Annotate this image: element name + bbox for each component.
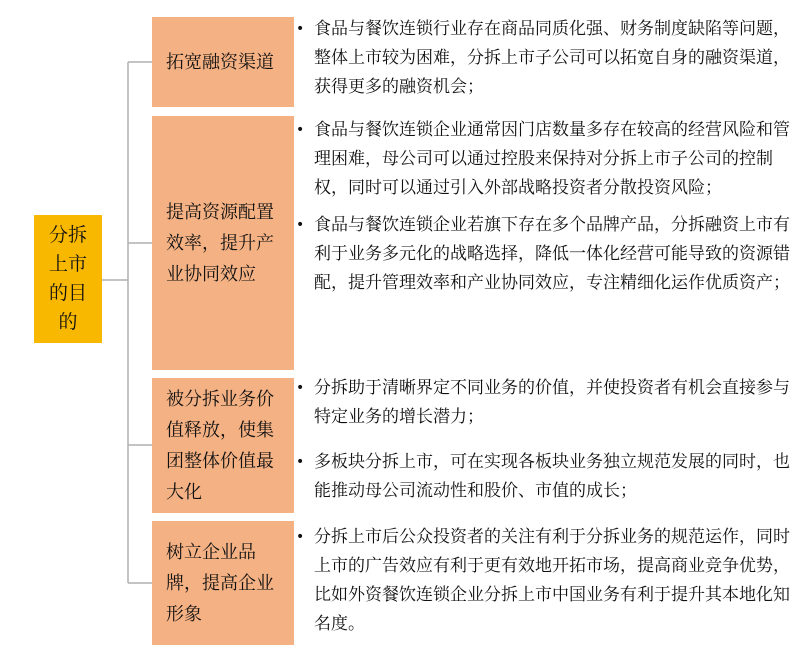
bullet-list-financing — [296, 15, 800, 102]
bullet-dot-icon: • — [296, 217, 305, 233]
bullet-item — [296, 116, 800, 203]
bullet-list-value-release — [296, 374, 800, 506]
category-financing — [152, 17, 294, 107]
bullet-text: 分拆助于清晰界定不同业务的价值，并使投资者有机会直接参与特定业务的增长潜力； — [314, 378, 790, 427]
bullet-dot-icon: • — [296, 380, 305, 396]
root-node — [34, 215, 102, 343]
category-label: 提高资源配置效率，提升产业协同效应 — [166, 201, 274, 285]
category-resource-efficiency — [152, 116, 294, 370]
bullet-list-brand-image — [296, 523, 800, 639]
bullet-dot-icon: • — [296, 529, 305, 545]
bullet-text: 食品与餐饮连锁企业若旗下存在多个品牌产品，分拆融资上市有利于业务多元化的战略选择，降低一体化经营可能导致的资源错配，提升管理效率和产业协同效应，专注精细化运作优质资产； — [314, 215, 790, 293]
bullet-item — [296, 15, 800, 102]
bullet-item — [296, 374, 800, 432]
bullet-text: 食品与餐饮连锁企业通常因门店数量多存在较高的经营风险和管理困难，母公司可以通过控股来保持对分拆上市子公司的控制权，同时可以通过引入外部战略投资者分散投资风险； — [314, 120, 790, 198]
bullet-dot-icon: • — [296, 454, 305, 470]
bullet-item — [296, 448, 800, 506]
bullet-dot-icon: • — [296, 21, 305, 37]
bullet-dot-icon: • — [296, 122, 305, 138]
category-label: 拓宽融资渠道 — [166, 51, 274, 73]
category-value-release — [152, 378, 294, 513]
category-brand-image — [152, 521, 294, 645]
category-label: 被分拆业务价值释放，使集团整体价值最大化 — [166, 388, 274, 503]
bullet-item — [296, 211, 800, 298]
bullet-text: 多板块分拆上市，可在实现各板块业务独立规范发展的同时，也能推动母公司流动性和股价、市值的成长； — [314, 452, 790, 501]
bullet-item — [296, 523, 800, 639]
category-label: 树立企业品牌，提高企业形象 — [166, 541, 274, 625]
root-label: 分拆上市的目的 — [48, 224, 87, 333]
bullet-text: 食品与餐饮连锁行业存在商品同质化强、财务制度缺陷等问题，整体上市较为困难，分拆上市子公司可以拓宽自身的融资渠道，获得更多的融资机会； — [314, 19, 790, 97]
bullet-text: 分拆上市后公众投资者的关注有利于分拆业务的规范运作，同时上市的广告效应有利于更有效地开拓市场，提高商业竞争优势，比如外资餐饮连锁企业分拆上市中国业务有利于提升其本地化知名度。 — [314, 527, 790, 634]
bullet-list-resource-efficiency — [296, 116, 800, 298]
